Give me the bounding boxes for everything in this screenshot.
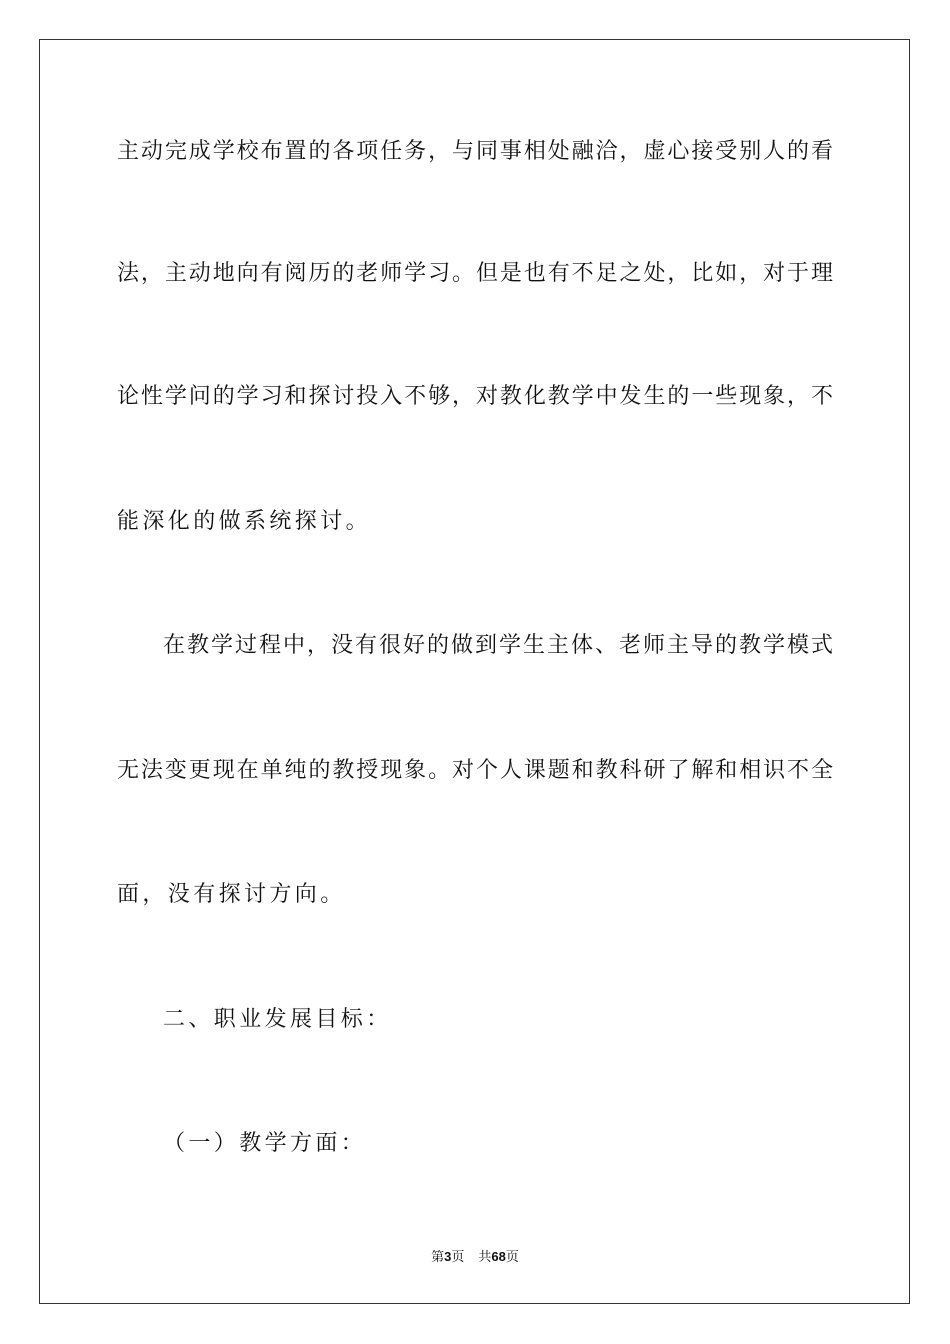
paragraph-line: 在教学过程中，没有很好的做到学生主体、老师主导的教学模式 <box>163 633 833 658</box>
footer-page-prefix: 第 <box>431 1250 445 1265</box>
footer-total-pages: 68 <box>491 1249 506 1264</box>
footer-total-suffix: 页 <box>505 1250 519 1265</box>
footer-total-prefix: 共 <box>478 1250 492 1265</box>
paragraph-line: 主动完成学校布置的各项任务，与同事相处融洽，虚心接受别人的看 <box>117 139 833 164</box>
page-footer <box>0 1249 950 1266</box>
footer-page-suffix: 页 <box>451 1250 465 1265</box>
footer-page-number: 3 <box>444 1249 452 1264</box>
paragraph-line: 面，没有探讨方向。 <box>117 882 346 907</box>
paragraph-line: 无法变更现在单纯的教授现象。对个人课题和教科研了解和相识不全 <box>117 758 833 783</box>
paragraph-line: 能深化的做系统探讨。 <box>117 509 372 534</box>
page-border <box>39 39 910 1304</box>
paragraph-line: 论性学问的学习和探讨投入不够，对教化教学中发生的一些现象，不 <box>117 384 833 409</box>
paragraph-line: 法，主动地向有阅历的老师学习。但是也有不足之处，比如，对于理 <box>117 261 833 286</box>
section-heading: 二、职业发展目标： <box>163 1007 392 1032</box>
subsection-heading: （一）教学方面： <box>163 1131 367 1156</box>
